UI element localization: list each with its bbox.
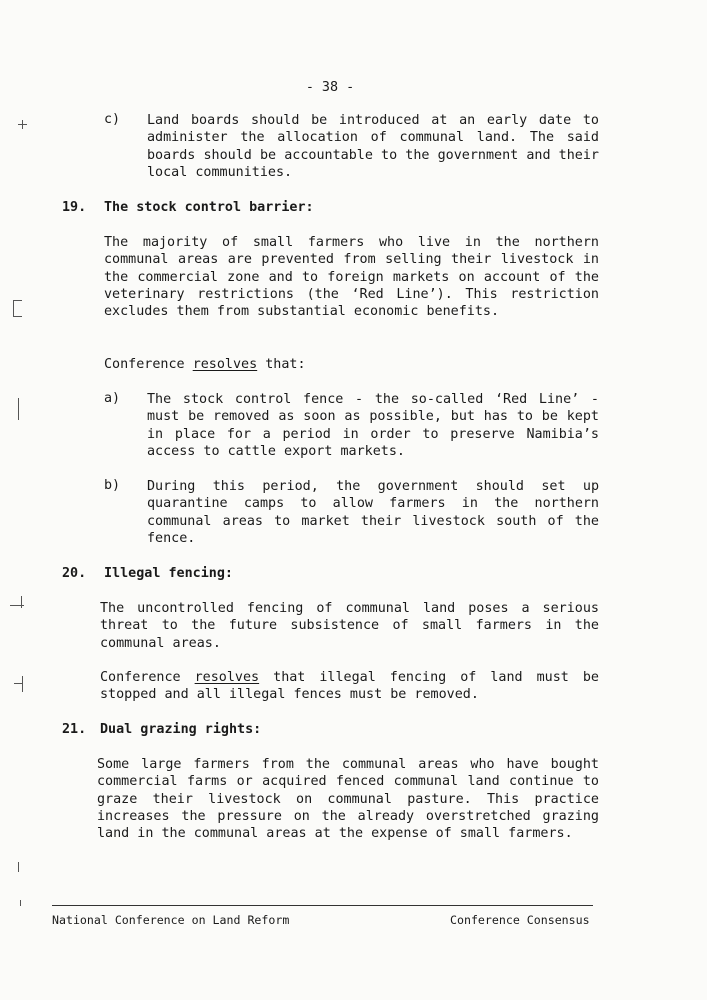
page-number: - 38 - bbox=[305, 80, 355, 95]
scan-mark bbox=[13, 316, 22, 317]
scan-mark bbox=[18, 862, 19, 872]
footer-rule bbox=[52, 905, 593, 906]
section-21-number: 21. bbox=[62, 722, 87, 737]
section-21-paragraph: Some large farmers from the communal areas who have bought commercial farms or acquired fenced communal land continue to graze their livestock on communal pasture. This practice increases the pressure on the already overstretched grazing land in the communal areas at the expense of small farmers. bbox=[97, 757, 599, 842]
scan-mark bbox=[21, 596, 22, 608]
item-19b-text: During this period, the government should set up quarantine camps to allow farmers in the northern communal areas to market their livestock south of the fence. bbox=[147, 479, 599, 546]
section-20-number: 20. bbox=[62, 566, 87, 581]
footer-right: Conference Consensus bbox=[450, 913, 590, 927]
scan-mark bbox=[18, 398, 19, 420]
section-19-heading: The stock control barrier: bbox=[104, 200, 314, 215]
scan-mark bbox=[20, 900, 21, 906]
scan-mark bbox=[13, 300, 22, 301]
scan-mark bbox=[22, 676, 23, 692]
section-20-heading: Illegal fencing: bbox=[104, 566, 233, 581]
resolves-underlined: resolves bbox=[194, 670, 260, 685]
item-19a-label: a) bbox=[104, 391, 121, 406]
section-19-paragraph: The majority of small farmers who live in the northern communal areas are prevented from selling their livestock in the commercial zone and to foreign markets on account of the veterinary restrictions (the ‘Red Line’). This restriction excludes them from substantial economic benefits. bbox=[104, 235, 599, 320]
scan-mark bbox=[13, 300, 14, 316]
item-c-label: c) bbox=[104, 112, 121, 127]
resolves-underlined: resolves bbox=[192, 357, 258, 372]
section-19-resolves: Conference resolves that: bbox=[104, 357, 306, 372]
item-19b-label: b) bbox=[104, 478, 121, 493]
footer-left: National Conference on Land Reform bbox=[52, 913, 290, 927]
section-20-resolves: Conference resolves that illegal fencing of land must be stopped and all illegal fences must be removed. bbox=[100, 670, 599, 703]
section-19-number: 19. bbox=[62, 200, 87, 215]
item-c-text: Land boards should be introduced at an early date to administer the allocation of communal land. The said boards should be accountable to the government and their local communities. bbox=[147, 113, 599, 180]
item-19a-text: The stock control fence - the so-called ‘Red Line’ - must be removed as soon as possible, but has to be kept in place for a period in order to preserve Namibia’s access to cattle export markets. bbox=[147, 392, 599, 459]
section-21-heading: Dual grazing rights: bbox=[100, 722, 262, 737]
section-20-paragraph: The uncontrolled fencing of communal land poses a serious threat to the future subsistence of small farmers in the communal areas. bbox=[100, 601, 599, 651]
scan-mark bbox=[22, 120, 23, 129]
